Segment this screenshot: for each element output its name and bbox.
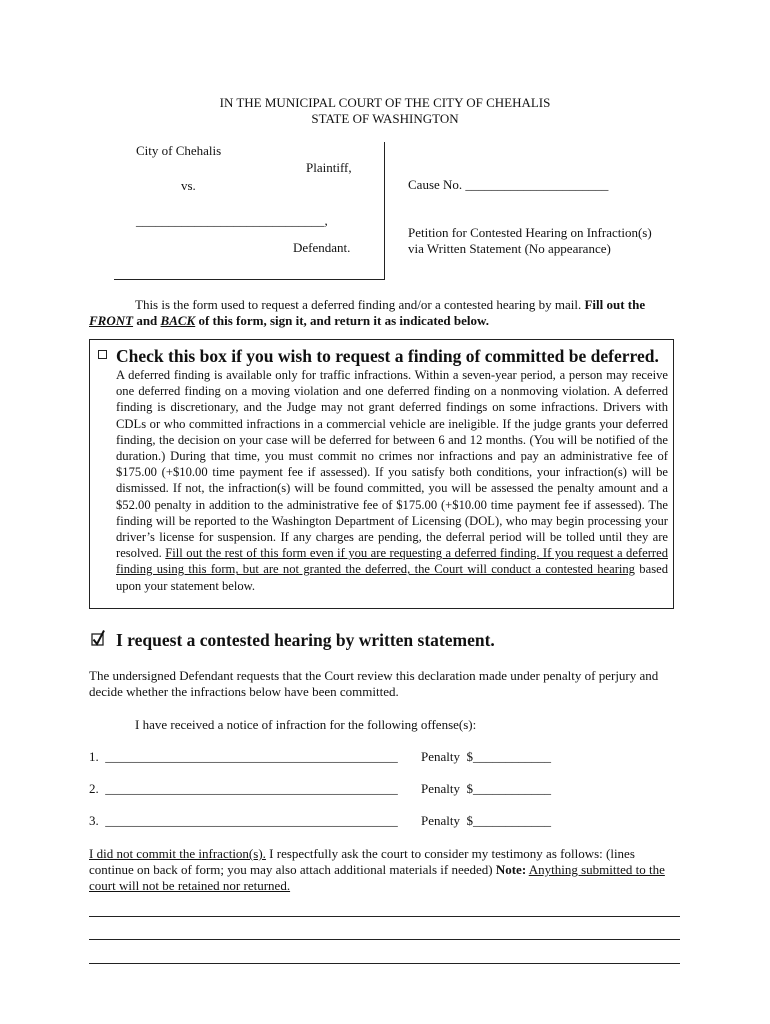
penalty-field-3[interactable]: Penalty $____________ xyxy=(421,813,551,828)
deferred-finding-heading: Check this box if you wish to request a finding of committed be deferred. xyxy=(116,346,659,366)
caption-divider xyxy=(384,142,385,280)
offense-line-1[interactable]: 1. _____________________________________________ xyxy=(89,749,398,764)
plaintiff-name: City of Chehalis xyxy=(136,143,222,158)
court-name: IN THE MUNICIPAL COURT OF THE CITY OF CHEHALIS xyxy=(219,95,551,110)
cause-number-field[interactable]: Cause No. ______________________ xyxy=(408,177,609,192)
contested-hearing-heading: I request a contested hearing by written statement. xyxy=(116,630,495,650)
petition-title-line1: Petition for Contested Hearing on Infraction(s) xyxy=(408,225,652,240)
deferred-finding-checkbox[interactable] xyxy=(98,350,107,359)
deferred-finding-box xyxy=(89,339,674,609)
back-emphasis: BACK xyxy=(160,313,196,328)
offense-line-2[interactable]: 2. _____________________________________________ xyxy=(89,781,398,796)
declaration-paragraph: The undersigned Defendant requests that the Court review this declaration made under penalty of perjury and decide whether the infractions below have been committed. xyxy=(89,668,659,699)
petition-title xyxy=(408,225,652,257)
intro-instruction: Fill out the FRONT and BACK of this form, sign it, and return it as indicated below. xyxy=(89,297,646,328)
testimony-write-line-1[interactable] xyxy=(89,916,680,917)
contested-hearing-checkbox[interactable] xyxy=(89,628,109,648)
penalty-field-1[interactable]: Penalty $____________ xyxy=(421,749,551,764)
defendant-label: Defendant. xyxy=(293,240,351,255)
testimony-paragraph: I did not commit the infraction(s). I respectfully ask the court to consider my testimony as follows: (lines continue on back of form; you may also attach additional materials if needed) Note: Anything submitted to the court will not be retained nor returned. xyxy=(89,846,665,893)
front-emphasis: FRONT xyxy=(89,313,134,328)
court-heading xyxy=(0,95,770,127)
deferred-finding-text: A deferred finding is available only for traffic infractions. Within a seven-year period, a person may receive one deferred finding on a moving violation and one deferred finding on a nonmoving violation. A deferred finding is discretionary, and the Judge may not grant deferred findings on some infractions. Drivers with CDLs or who committed infractions in a commercial vehicle are ineligible. If the judge grants your deferred finding, the decision on your case will be deferred for between 6 and 12 months. (You will be notified of the duration.) During that time, you must commit no crimes nor infractions and pay an administrative fee of $175.00 (+$10.00 time payment fee if assessed). If you satisfy both conditions, your infraction(s) will be dismissed. If not, the infraction(s) will be found committed, you will be assessed the penalty amount and a $52.00 penalty in addition to the administrative fee of $175.00 (+$10.00 time payment fee if assessed). The finding will be reported to the Washington Department of Licensing (DOL), who may begin processing your driver’s license for suspension. If any charges are pending, the deferral period will be tolled until they are resolved. Fill out the rest of this form even if you are requesting a deferred finding. If you request a deferred finding using this form, but are not granted the deferred, the Court will conduct a contested hearing based upon your statement below. xyxy=(116,368,668,593)
plaintiff-label: Plaintiff, xyxy=(306,160,352,175)
defendant-name-field[interactable]: _____________________________, xyxy=(136,213,328,228)
caption-underline xyxy=(114,279,385,280)
penalty-field-2[interactable]: Penalty $____________ xyxy=(421,781,551,796)
offense-line-3[interactable]: 3. _____________________________________________ xyxy=(89,813,398,828)
deferred-finding-underlined: Fill out the rest of this form even if you are requesting a deferred finding. If you request a deferred finding using this form, but are not granted the deferred, the Court will conduct a contested hearing xyxy=(116,546,668,577)
court-state: STATE OF WASHINGTON xyxy=(311,111,459,126)
note-label: Note: xyxy=(495,862,527,877)
testimony-write-line-2[interactable] xyxy=(89,939,680,940)
not-committed-statement: I did not commit the infraction(s). xyxy=(89,846,266,861)
intro-paragraph xyxy=(89,297,679,329)
intro-text: This is the form used to request a deferred finding and/or a contested hearing by mail. xyxy=(135,297,582,312)
testimony-write-line-3[interactable] xyxy=(89,963,680,964)
offense-notice-text: I have received a notice of infraction for the following offense(s): xyxy=(135,717,477,732)
versus-label: vs. xyxy=(181,178,196,193)
petition-title-line2: via Written Statement (No appearance) xyxy=(408,241,611,256)
note-text: Anything submitted to the court will not be retained nor returned. xyxy=(89,862,665,893)
